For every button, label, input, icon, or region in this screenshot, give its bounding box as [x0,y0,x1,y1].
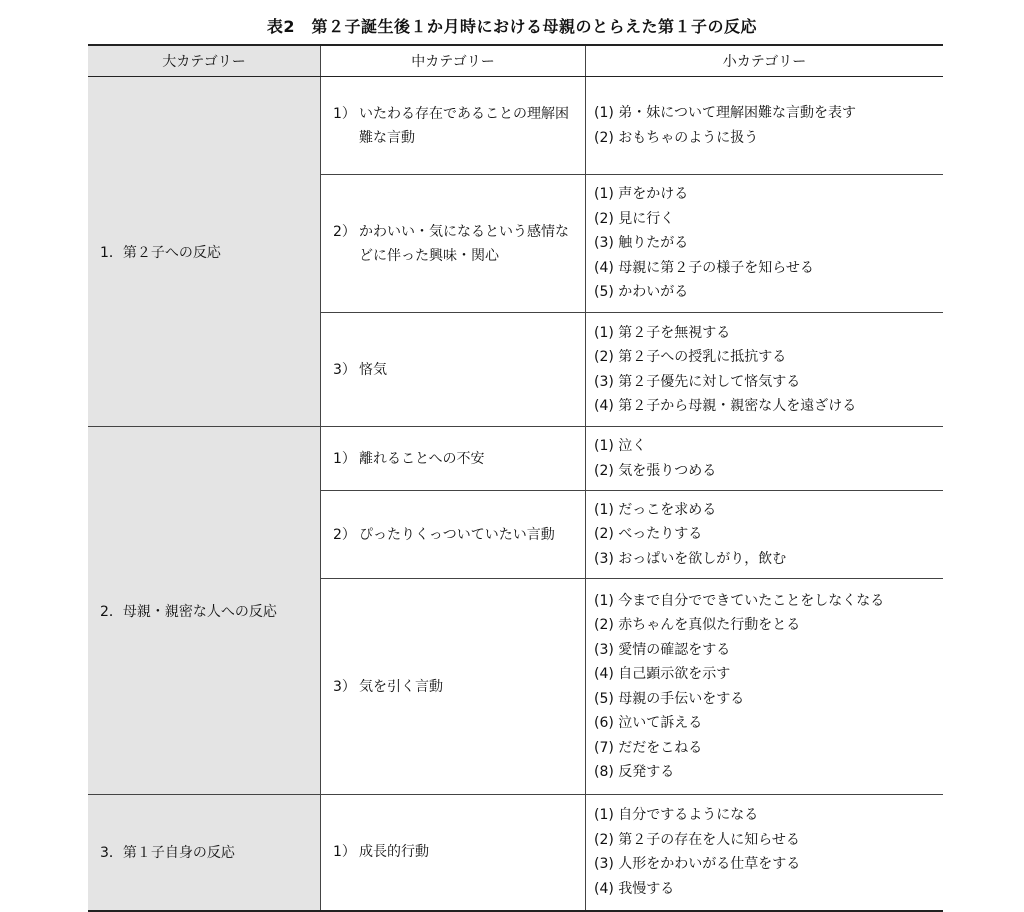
small-category-item: (2) 第２子への授乳に抵抗する [594,349,787,365]
small-category-item: (1) 泣く [594,438,647,454]
small-category-cell [586,427,944,491]
small-category-cell [586,491,944,579]
middle-category-cell [321,175,586,313]
large-category-cell: 2．母親・親密な人への反応 [88,427,321,795]
large-category-cell: 1．第２子への反応 [88,77,321,427]
middle-category-cell [321,491,586,579]
middle-category-label: いたわる存在であることの理解困難な言動 [359,105,569,146]
category-table [88,44,943,912]
middle-category-cell [321,313,586,427]
middle-category-label: 悋気 [359,361,387,378]
middle-category-number: 1） [333,844,356,861]
middle-category-label: かわいい・気になるという感情などに伴った興味・関心 [359,223,569,264]
small-category-item: (1) 声をかける [594,186,689,203]
middle-category-cell [321,427,586,491]
small-category-item: (4) 自己顕示欲を示す [594,666,731,682]
small-category-item: (7) だだをこねる [594,739,703,756]
small-category-item: (1) 弟・妹について理解困難な言動を表す [594,105,857,121]
small-category-item: (5) 母親の手伝いをする [594,690,745,707]
small-category-item: (4) 我慢する [594,880,675,897]
small-category-cell [586,795,944,911]
middle-category-number: 2） [333,526,356,543]
small-category-item: (1) 今まで自分でできていたことをしなくなる [594,592,885,609]
small-category-cell [586,175,944,313]
middle-category-number: 3） [333,678,356,695]
small-category-item: (3) おっぱいを欲しがり，飲む [594,550,787,567]
middle-category-number: 3） [333,361,356,378]
small-category-item: (3) 第２子優先に対して悋気する [594,373,801,390]
small-category-item: (2) べったりする [594,526,703,543]
small-category-item: (5) かわいがる [594,284,689,301]
table-row [88,427,943,491]
small-category-item: (1) だっこを求める [594,501,717,518]
small-category-item: (2) 第２子の存在を人に知らせる [594,831,800,848]
small-category-item: (6) 泣いて訴える [594,715,703,731]
header-small-category: 小カテゴリー [586,45,944,77]
small-category-item: (2) おもちゃのように扱う [594,129,759,146]
middle-category-cell [321,579,586,795]
middle-category-number: 1） [333,450,356,467]
header-middle-category: 中カテゴリー [321,45,586,77]
small-category-item: (1) 自分でするようになる [594,807,759,824]
small-category-item: (8) 反発する [594,764,675,780]
middle-category-label: ぴったりくっついていたい言動 [359,526,555,543]
table-row [88,77,943,175]
large-category-cell: 3．第１子自身の反応 [88,795,321,911]
middle-category-label: 成長的行動 [359,844,429,861]
small-category-item: (3) 愛情の確認をする [594,641,731,658]
table-body [88,77,943,911]
table-row [88,795,943,911]
middle-category-number: 1） [333,105,356,122]
middle-category-number: 2） [333,223,356,240]
small-category-item: (2) 赤ちゃんを真似た行動をとる [594,617,801,633]
small-category-item: (2) 見に行く [594,210,675,227]
middle-category-label: 気を引く言動 [359,678,443,695]
small-category-cell [586,579,944,795]
middle-category-cell [321,77,586,175]
header-large-category: 大カテゴリー [88,45,321,77]
middle-category-cell [321,795,586,911]
small-category-item: (4) 母親に第２子の様子を知らせる [594,259,814,276]
header-row [88,45,943,77]
small-category-cell [586,313,944,427]
small-category-cell [586,77,944,175]
middle-category-label: 離れることへの不安 [359,450,485,467]
table-title: 表2 第２子誕生後１か月時における母親のとらえた第１子の反応 [266,17,758,36]
small-category-item: (2) 気を張りつめる [594,462,717,479]
small-category-item: (4) 第２子から母親・親密な人を遠ざける [594,398,857,414]
small-category-item: (1) 第２子を無視する [594,324,731,341]
small-category-item: (3) 触りたがる [594,235,689,252]
small-category-item: (3) 人形をかわいがる仕草をする [594,856,801,873]
